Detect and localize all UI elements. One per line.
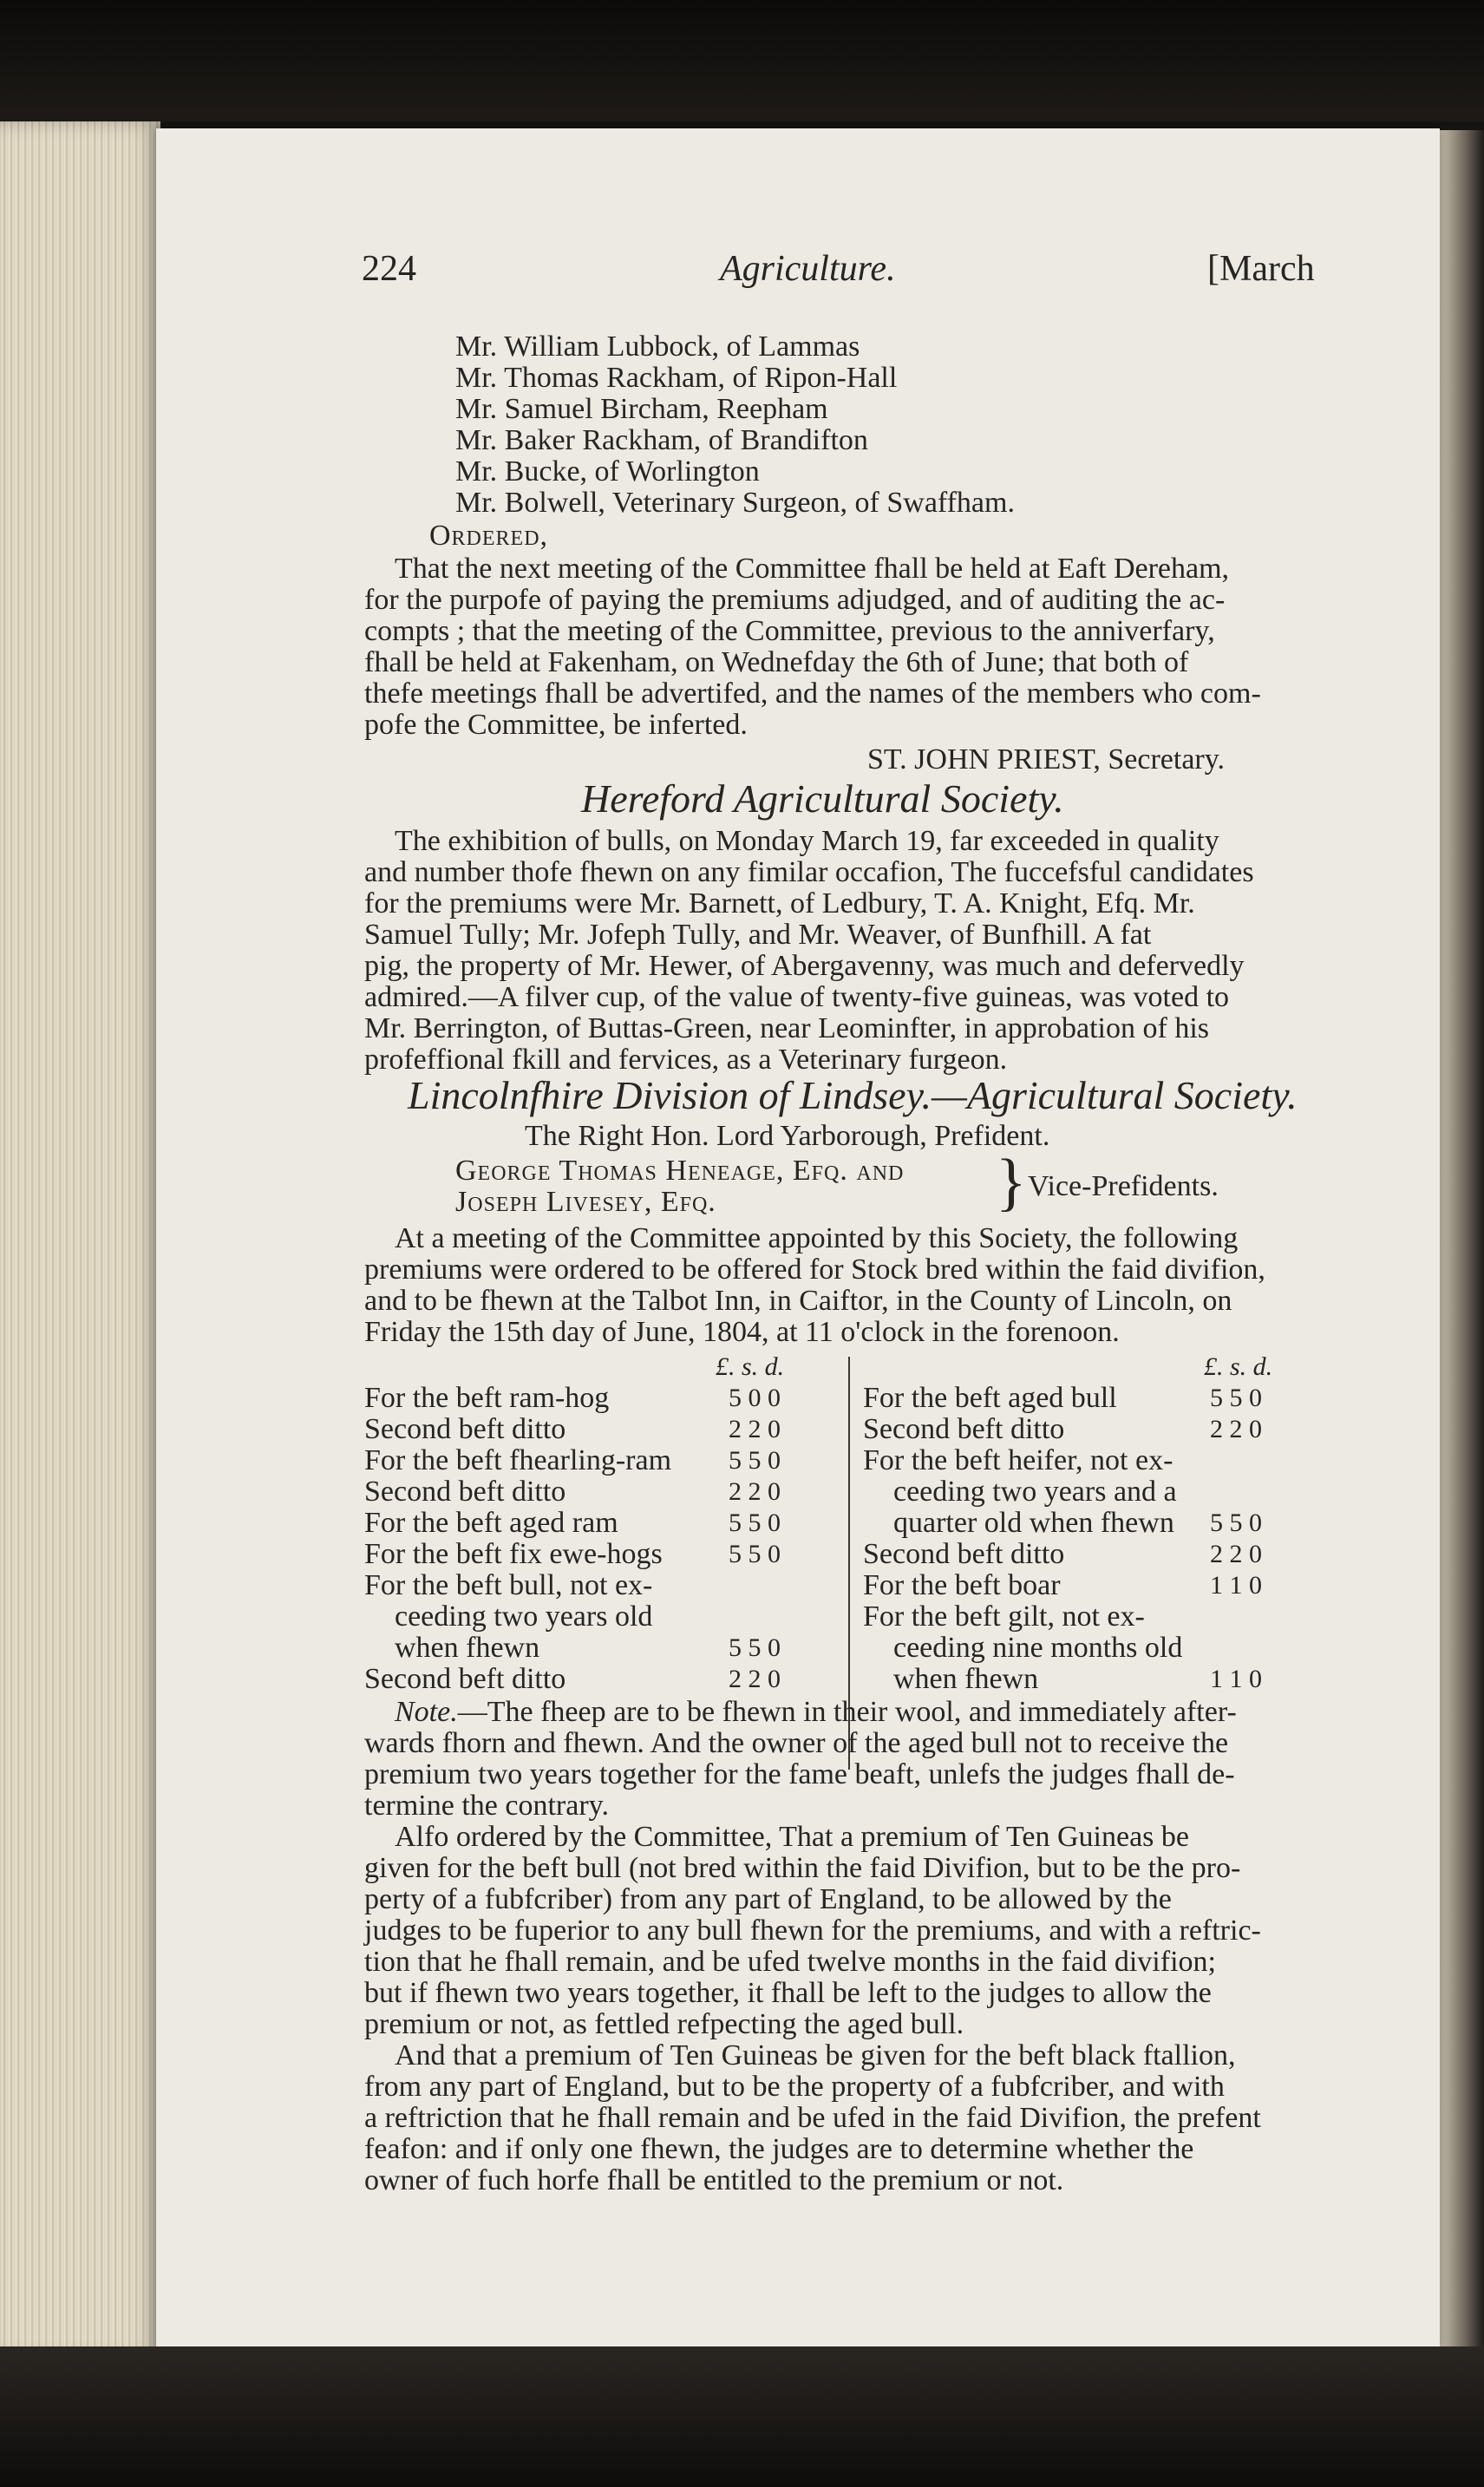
paragraph-line: from any part of England, but to be the property of a fubfcriber, and with — [364, 2071, 1225, 2103]
paragraph-line: but if fhewn two years together, it fhall be left to the judges to allow the — [364, 1977, 1212, 2009]
note-line — [395, 1695, 1237, 1730]
paragraph-line: premiums were ordered to be offered for Stock bred within the faid divifion, — [364, 1253, 1265, 1286]
premium-amount: 2 2 0 — [1210, 1415, 1262, 1443]
premium-amount: 2 2 0 — [1210, 1540, 1262, 1568]
member-line: Mr. William Lubbock, of Lammas — [455, 331, 860, 363]
paragraph-line: pig, the property of Mr. Hewer, of Abergavenny, was much and defervedly — [364, 950, 1245, 982]
premium-label: ceeding two years and a — [893, 1476, 1177, 1508]
lindsey-title: Lincolnfhire Division of Lindsey.—Agricultural Society. — [408, 1073, 1298, 1117]
member-line: Mr. Baker Rackham, of Brandifton — [455, 424, 868, 456]
premium-amount: 2 2 0 — [729, 1415, 781, 1443]
premium-amount: 5 5 0 — [729, 1446, 781, 1475]
paragraph-line: thefe meetings fhall be advertifed, and the names of the members who com- — [364, 677, 1261, 710]
premium-amount: 1 1 0 — [1210, 1571, 1262, 1600]
photo-background-top — [0, 0, 1484, 121]
paragraph-line: compts ; that the meeting of the Committee, previous to the anniverfary, — [364, 615, 1215, 647]
paragraph-line: Alfo ordered by the Committee, That a premium of Ten Guineas be — [395, 1821, 1190, 1853]
brace: } — [996, 1147, 1027, 1218]
paragraph-line: And that a premium of Ten Guineas be given for the beft black ftallion, — [395, 2039, 1236, 2071]
premium-label: For the beft heifer, not ex- — [863, 1444, 1173, 1476]
premium-label: Second beft ditto — [863, 1538, 1065, 1570]
paragraph-line: given for the beft bull (not bred within the faid Divifion, but to be the pro- — [364, 1852, 1241, 1884]
premium-label: Second beft ditto — [364, 1476, 566, 1508]
premium-label: For the beft aged ram — [364, 1507, 618, 1539]
premium-label: Second beft ditto — [364, 1413, 566, 1445]
paragraph-line: Samuel Tully; Mr. Jofeph Tully, and Mr. Weaver, of Bunfhill. A fat — [364, 919, 1152, 951]
paragraph-line: admired.—A filver cup, of the value of twenty-five guineas, was voted to — [364, 981, 1230, 1013]
premium-label: Second beft ditto — [364, 1663, 566, 1695]
premium-amount: 2 2 0 — [729, 1665, 781, 1693]
premium-label: For the beft fix ewe-hogs — [364, 1538, 663, 1570]
note-label: Note. — [395, 1696, 458, 1728]
premium-amount: 5 5 0 — [1210, 1384, 1262, 1412]
paragraph-line: for the premiums were Mr. Barnett, of Ledbury, T. A. Knight, Efq. Mr. — [364, 887, 1195, 920]
premium-label: Second beft ditto — [863, 1413, 1065, 1445]
page-number: 224 — [362, 249, 416, 289]
paragraph-line: tion that he fhall remain, and be ufed twelve months in the faid divifion; — [364, 1946, 1216, 1978]
premium-label: ceeding two years old — [395, 1600, 653, 1633]
paragraph-line: and to be fhewn at the Talbot Inn, in Caiftor, in the County of Lincoln, on — [364, 1285, 1232, 1317]
premium-label: For the beft ram-hog — [364, 1382, 610, 1414]
paragraph-line: owner of fuch horfe fhall be entitled to the premium or not. — [364, 2164, 1064, 2196]
book-page — [156, 128, 1440, 2349]
paragraph-line: Friday the 15th day of June, 1804, at 11 o'clock in the forenoon. — [364, 1316, 1120, 1348]
note-text: —The fheep are to be fhewn in their wool, and immediately after- — [457, 1696, 1237, 1728]
paragraph-line: At a meeting of the Committee appointed by this Society, the following — [395, 1222, 1239, 1254]
paragraph-line: for the purpofe of paying the premiums adjudged, and of auditing the ac- — [364, 584, 1226, 616]
paragraph-line: fhall be held at Fakenham, on Wednefday the 6th of June; that both of — [364, 646, 1189, 678]
paragraph-line: premium two years together for the fame beaft, unlefs the judges fhall de- — [364, 1758, 1235, 1790]
vice-presidents-label: Vice-Prefidents. — [1028, 1170, 1219, 1202]
book-page-edges — [0, 121, 160, 2359]
premium-label: For the beft fhearling-ram — [364, 1444, 672, 1476]
president-line: The Right Hon. Lord Yarborough, Prefident. — [525, 1120, 1050, 1152]
member-line: Mr. Samuel Bircham, Reepham — [455, 393, 828, 425]
member-line: Mr. Bucke, of Worlington — [455, 455, 760, 488]
premium-amount: 5 5 0 — [729, 1509, 781, 1537]
paragraph-line: and number thofe fhewn on any fimilar occafion, The fuccefsful candidates — [364, 856, 1254, 888]
premium-amount: 5 5 0 — [729, 1633, 781, 1662]
paragraph-line: premium or not, as fettled refpecting the aged bull. — [364, 2008, 964, 2040]
member-line: Mr. Thomas Rackham, of Ripon-Hall — [455, 362, 898, 394]
premium-amount: 1 1 0 — [1210, 1665, 1262, 1693]
currency-header-left: £. s. d. — [716, 1352, 785, 1381]
paragraph-line: wards fhorn and fhewn. And the owner of the aged bull not to receive the — [364, 1727, 1229, 1759]
vice-president-1: George Thomas Heneage, Efq. and — [455, 1155, 905, 1187]
secretary-signature: ST. JOHN PRIEST, Secretary. — [867, 743, 1226, 776]
paragraph-line: The exhibition of bulls, on Monday March 19, far exceeded in quality — [395, 825, 1219, 857]
premium-label: when fhewn — [395, 1632, 540, 1664]
paragraph-line: termine the contrary. — [364, 1790, 609, 1822]
paragraph-line: judges to be fuperior to any bull fhewn for the premiums, and with a reftric- — [364, 1914, 1261, 1947]
premium-label: For the beft gilt, not ex- — [863, 1600, 1145, 1633]
currency-header-right: £. s. d. — [1204, 1352, 1273, 1381]
premium-amount: 5 5 0 — [1210, 1509, 1262, 1537]
paragraph-line: feafon: and if only one fhewn, the judges are to determine whether the — [364, 2133, 1194, 2165]
vice-president-2: Joseph Livesey, Efq. — [455, 1186, 716, 1218]
premium-amount: 5 0 0 — [729, 1384, 781, 1412]
running-title: Agriculture. — [720, 249, 896, 289]
premium-label: quarter old when fhewn — [893, 1507, 1174, 1539]
paragraph-line: Mr. Berrington, of Buttas-Green, near Leominfter, in approbation of his — [364, 1012, 1209, 1044]
premium-label: when fhewn — [893, 1663, 1039, 1695]
paragraph-line: That the next meeting of the Committee fhall be held at Eaft Dereham, — [395, 553, 1230, 585]
book-right-edge — [1438, 130, 1484, 2351]
paragraph-line: perty of a fubfcriber) from any part of England, to be allowed by the — [364, 1883, 1172, 1915]
premium-label: For the beft boar — [863, 1569, 1061, 1601]
ordered-heading: Ordered, — [429, 520, 549, 552]
premium-label: ceeding nine months old — [893, 1632, 1183, 1664]
premium-amount: 2 2 0 — [729, 1477, 781, 1506]
premium-amount: 5 5 0 — [729, 1540, 781, 1568]
paragraph-line: profeffional fkill and fervices, as a Veterinary furgeon. — [364, 1044, 1008, 1076]
paragraph-line: a reftriction that he fhall remain and be ufed in the faid Divifion, the prefent — [364, 2102, 1261, 2134]
member-line: Mr. Bolwell, Veterinary Surgeon, of Swaffham. — [455, 487, 1015, 519]
premium-label: For the beft aged bull — [863, 1382, 1117, 1414]
premium-label: For the beft bull, not ex- — [364, 1569, 653, 1601]
photo-background-bottom — [0, 2346, 1484, 2487]
hereford-title: Hereford Agricultural Society. — [581, 776, 1064, 821]
paragraph-line: pofe the Committee, be inferted. — [364, 709, 748, 741]
section-label: [March — [1207, 249, 1315, 289]
